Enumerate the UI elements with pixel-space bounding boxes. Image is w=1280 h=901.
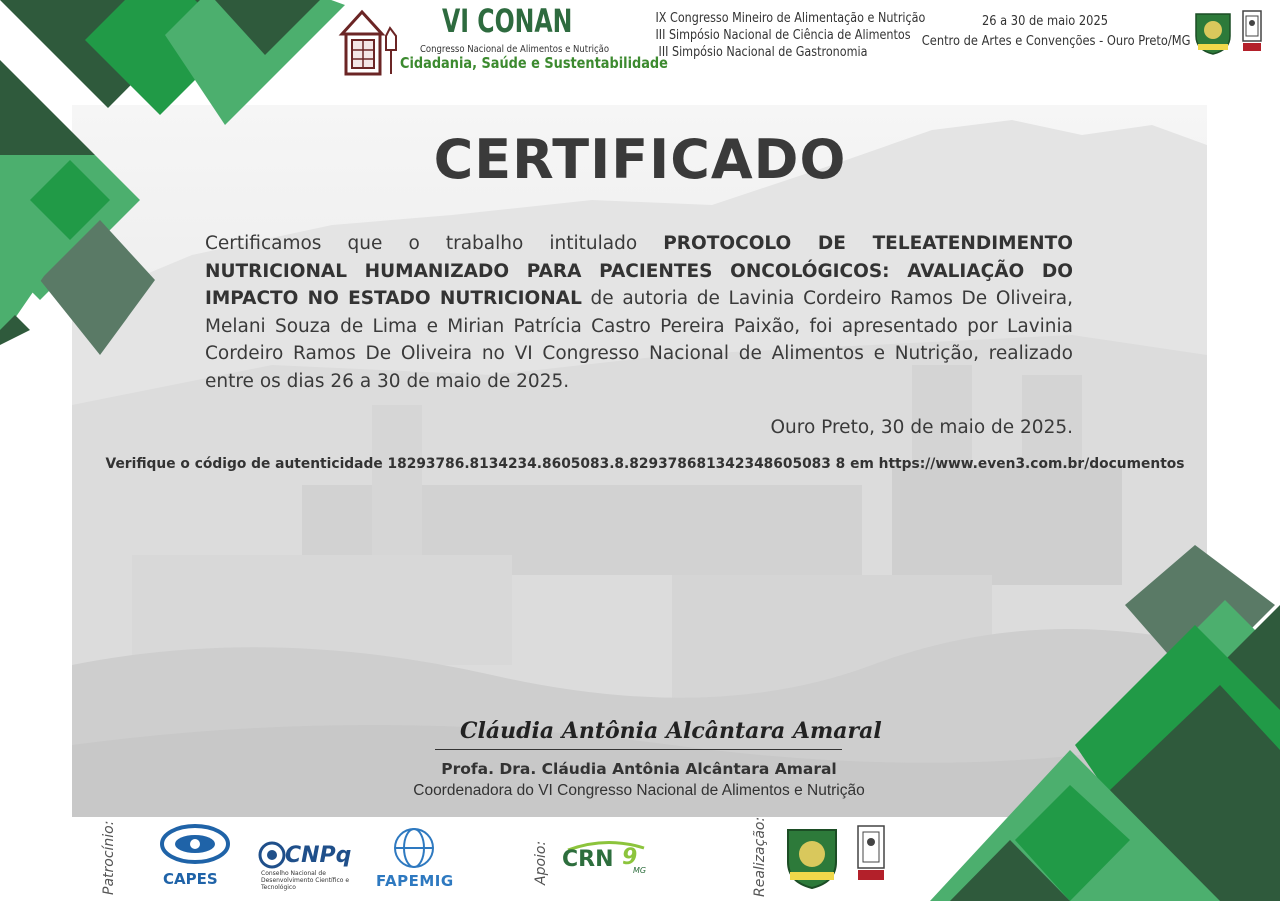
cnpq-logo-text: CNPq bbox=[285, 843, 352, 868]
crn-logo-text: CRN bbox=[562, 847, 614, 872]
crn-logo-number: 9 bbox=[622, 845, 638, 870]
bottom-right-decoration bbox=[930, 540, 1280, 901]
event-theme: Cidadania, Saúde e Sustentabilidade bbox=[400, 54, 668, 72]
signature-line bbox=[435, 749, 842, 750]
certificate-title: CERTIFICADO bbox=[433, 128, 847, 191]
event-line: IX Congresso Mineiro de Alimentação e Nutrição bbox=[655, 11, 926, 26]
ufop-seal-footer-logo bbox=[782, 826, 842, 892]
crn-logo-state: MG bbox=[633, 866, 647, 875]
place-and-date: Ouro Preto, 30 de maio de 2025. bbox=[770, 417, 1073, 438]
realizacao-label: Realização: bbox=[752, 816, 768, 897]
event-venue: Centro de Artes e Convenções - Ouro Preto/MG bbox=[921, 34, 1191, 49]
ufop-emblem-logo bbox=[1242, 10, 1262, 56]
work-title: PROTOCOLO DE TELEATENDIMENTO NUTRICIONAL HUMANIZADO PARA PACIENTES ONCOLÓGICOS: AVALIAÇÃO DO IMPACTO NO ESTADO NUTRICIONAL bbox=[205, 233, 1073, 309]
signatory-role: Coordenadora do VI Congresso Nacional de Alimentos e Nutrição bbox=[413, 782, 865, 799]
event-dates: 26 a 30 de maio 2025 bbox=[981, 14, 1109, 29]
event-subtitle: Congresso Nacional de Alimentos e Nutrição bbox=[420, 44, 610, 55]
authenticity-code: Verifique o código de autenticidade 18293786.8134234.8605083.8.829378681342348605083 8 em https://www.even3.com.br/documentos bbox=[105, 456, 1185, 472]
capes-logo-text: CAPES bbox=[163, 870, 218, 888]
capes-logo-icon bbox=[160, 822, 230, 868]
event-title: VI CONAN bbox=[442, 2, 573, 40]
ufop-emblem-footer-logo bbox=[856, 824, 886, 890]
handwritten-signature: Cláudia Antônia Alcântara Amaral bbox=[460, 718, 882, 744]
cnpq-subtitle: Conselho Nacional de Desenvolvimento Científico e Tecnológico bbox=[261, 870, 350, 891]
parallel-events bbox=[638, 10, 926, 61]
fapemig-logo-icon bbox=[392, 826, 436, 870]
body-authors: de autoria de Lavinia Cordeiro Ramos De Oliveira, Melani Souza de Lima e Mirian Patrícia Castro Pereira Paixão, foi apresentado por Lavinia Cordeiro Ramos De Oliveira no VI Congresso Nacional de Alimentos e Nutrição, realizado entre os dias 26 a 30 de maio de 2025. bbox=[205, 288, 1073, 392]
certificate-body bbox=[205, 230, 1073, 395]
colonial-house-logo bbox=[338, 6, 406, 78]
event-line: III Simpósio Nacional de Gastronomia bbox=[658, 45, 868, 60]
patrocinio-label: Patrocínio: bbox=[101, 820, 117, 895]
cnpq-logo-icon bbox=[258, 840, 286, 870]
header bbox=[0, 0, 1280, 100]
event-dates-venue bbox=[905, 12, 1191, 52]
apoio-label: Apoio: bbox=[533, 840, 549, 885]
signatory-name: Profa. Dra. Cláudia Antônia Alcântara Amaral bbox=[441, 760, 837, 778]
fapemig-logo-text: FAPEMIG bbox=[376, 872, 454, 890]
event-line: III Simpósio Nacional de Ciência de Alimentos bbox=[655, 28, 911, 43]
body-intro: Certificamos que o trabalho intitulado bbox=[205, 233, 664, 254]
ufop-seal-logo bbox=[1192, 10, 1234, 56]
